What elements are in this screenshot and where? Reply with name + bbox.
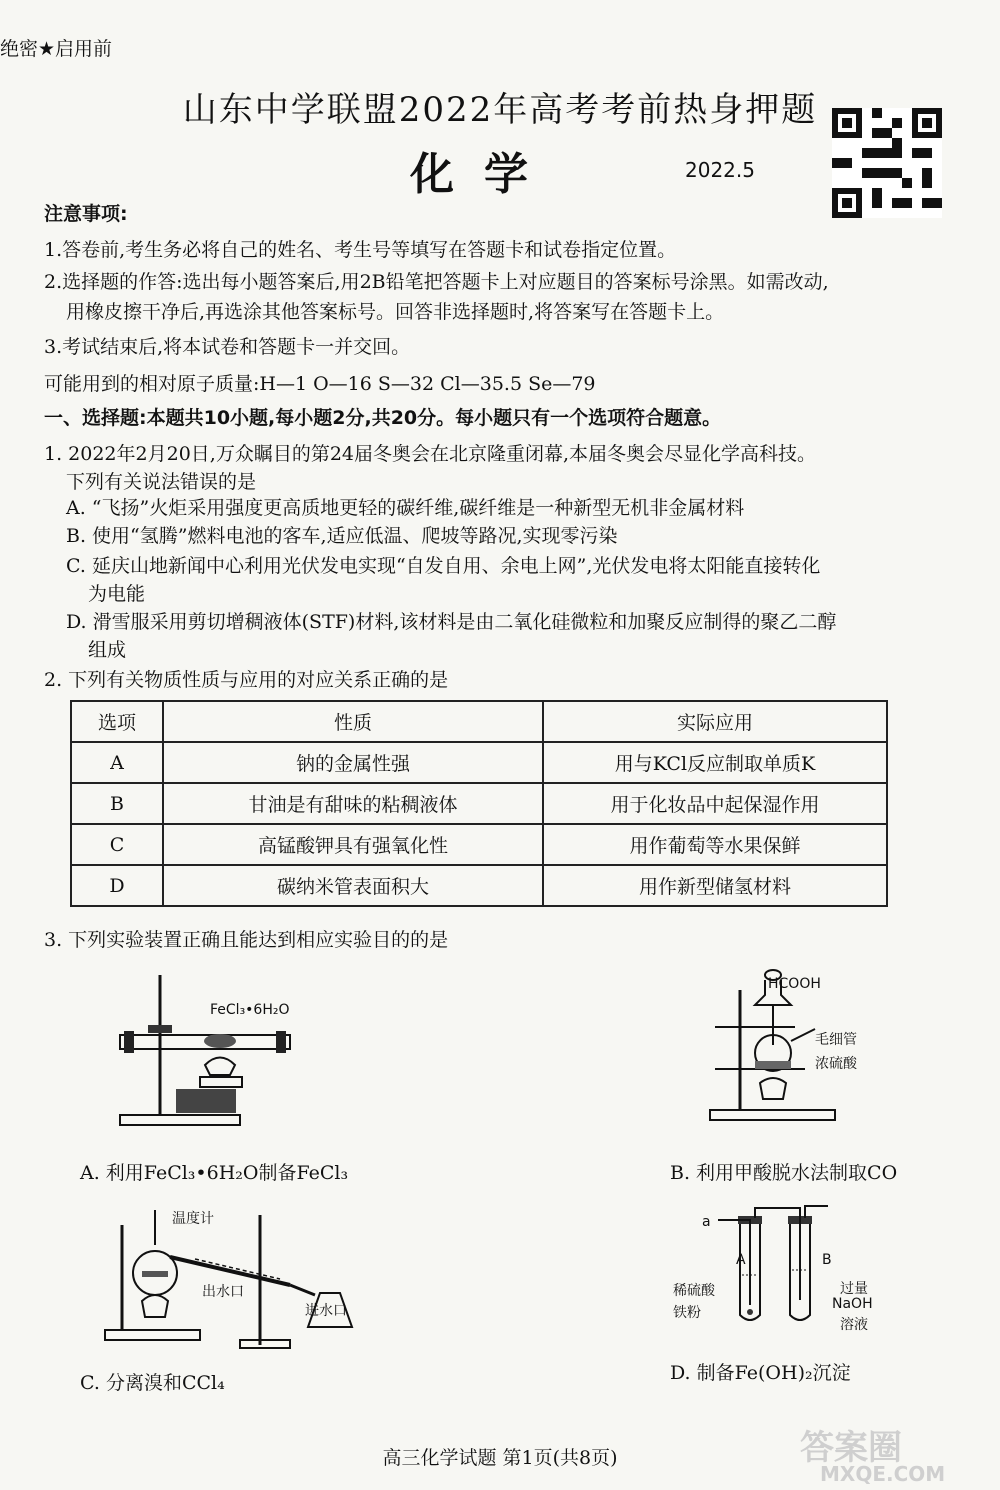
page-footer: 高三化学试题 第1页(共8页) <box>382 1447 618 1469</box>
table-row <box>71 783 887 824</box>
table-header: 实际应用 <box>543 701 887 742</box>
watermark-logo: 答案圈 <box>800 1428 902 1468</box>
apparatus-b-label-hcooh: HCOOH <box>768 976 821 992</box>
table-cell: D <box>71 865 163 906</box>
confidential-mark: 绝密★启用前 <box>0 38 113 60</box>
table-cell: A <box>71 742 163 783</box>
apparatus-d-label: A <box>736 1252 746 1268</box>
option-d-caption: D. 制备Fe(OH)₂沉淀 <box>670 1362 851 1384</box>
question-1-option-d-cont: 组成 <box>88 639 127 661</box>
question-1-option-a: A. “飞扬”火炬采用强度更高质地更轻的碳纤维,碳纤维是一种新型无机非金属材料 <box>66 497 745 519</box>
table-row <box>71 824 887 865</box>
apparatus-d-label: 过量 <box>840 1281 868 1297</box>
watermark-site: MXQE.COM <box>820 1462 946 1486</box>
question-1-option-d: D. 滑雪服采用剪切增稠液体(STF)材料,该材料是由二氧化硅微粒和加聚反应制得的聚乙二醇 <box>66 611 837 633</box>
table-header: 选项 <box>71 701 163 742</box>
exam-title: 山东中学联盟2022年高考考前热身押题 <box>182 90 818 130</box>
question-1-stem: 1. 2022年2月20日,万众瞩目的第24届冬奥会在北京隆重闭幕,本届冬奥会尽显化学高科技。 <box>44 443 817 465</box>
apparatus-c-label-inlet: 进水口 <box>305 1303 347 1319</box>
table-row <box>71 742 887 783</box>
table-header: 性质 <box>163 701 543 742</box>
apparatus-d-label: B <box>822 1252 832 1268</box>
subject-title: 化学 <box>410 149 558 200</box>
table-row <box>71 865 887 906</box>
apparatus-a-label: FeCl₃•6H₂O <box>210 1002 290 1018</box>
qr-code-icon <box>832 108 942 218</box>
apparatus-d-diagram <box>700 1200 840 1330</box>
exam-date: 2022.5 <box>685 158 755 182</box>
table-cell: C <box>71 824 163 865</box>
table-cell: 甘油是有甜味的粘稠液体 <box>163 783 543 824</box>
question-1-stem: 下列有关说法错误的是 <box>66 471 257 493</box>
table-cell: 用作葡萄等水果保鲜 <box>543 824 887 865</box>
table-cell: 钠的金属性强 <box>163 742 543 783</box>
apparatus-d-label: 稀硫酸 <box>673 1283 715 1299</box>
table-cell: 用于化妆品中起保湿作用 <box>543 783 887 824</box>
table-cell: 高锰酸钾具有强氧化性 <box>163 824 543 865</box>
question-2-stem: 2. 下列有关物质性质与应用的对应关系正确的是 <box>44 669 449 691</box>
apparatus-d-label: 铁粉 <box>673 1305 701 1321</box>
table-cell: 用作新型储氢材料 <box>543 865 887 906</box>
atomic-masses: 可能用到的相对原子质量:H—1 O—16 S—32 Cl—35.5 Se—79 <box>44 373 596 395</box>
question-3-stem: 3. 下列实验装置正确且能达到相应实验目的的是 <box>44 929 449 951</box>
table-cell: 用与KCl反应制取单质K <box>543 742 887 783</box>
note-item: 用橡皮擦干净后,再选涂其他答案标号。回答非选择题时,将答案写在答题卡上。 <box>66 301 725 323</box>
option-b-caption: B. 利用甲酸脱水法制取CO <box>670 1162 898 1184</box>
notes-heading: 注意事项: <box>44 203 128 225</box>
apparatus-b-label-capillary: 毛细管 <box>815 1032 857 1048</box>
property-table <box>70 700 888 907</box>
note-item: 3.考试结束后,将本试卷和答题卡一并交回。 <box>44 336 411 358</box>
section-heading: 一、选择题:本题共10小题,每小题2分,共20分。每小题只有一个选项符合题意。 <box>44 407 722 429</box>
table-cell: B <box>71 783 163 824</box>
question-1-option-c: C. 延庆山地新闻中心利用光伏发电实现“自发自用、余电上网”,光伏发电将太阳能直接转化 <box>66 555 821 577</box>
question-1-option-b: B. 使用“氢腾”燃料电池的客车,适应低温、爬坡等路况,实现零污染 <box>66 525 618 547</box>
table-cell: 碳纳米管表面积大 <box>163 865 543 906</box>
apparatus-d-label: 溶液 <box>840 1317 868 1333</box>
option-a-caption: A. 利用FeCl₃•6H₂O制备FeCl₃ <box>80 1162 349 1184</box>
apparatus-c-label-thermometer: 温度计 <box>172 1211 214 1227</box>
apparatus-b-label-acid: 浓硫酸 <box>815 1056 857 1072</box>
apparatus-a-diagram <box>100 965 300 1135</box>
note-item: 1.答卷前,考生务必将自己的姓名、考生号等填写在答题卡和试卷指定位置。 <box>44 239 677 261</box>
option-c-caption: C. 分离溴和CCl₄ <box>80 1372 225 1394</box>
apparatus-d-label: NaOH <box>832 1296 873 1312</box>
apparatus-c-diagram <box>100 1205 370 1350</box>
apparatus-c-label-outlet: 出水口 <box>202 1284 244 1300</box>
note-item: 2.选择题的作答:选出每小题答案后,用2B铅笔把答题卡上对应题目的答案标号涂黑。如需改动, <box>44 271 829 293</box>
question-1-option-c-cont: 为电能 <box>88 583 146 605</box>
apparatus-d-label: a <box>702 1214 711 1230</box>
table-header-row <box>71 701 887 742</box>
